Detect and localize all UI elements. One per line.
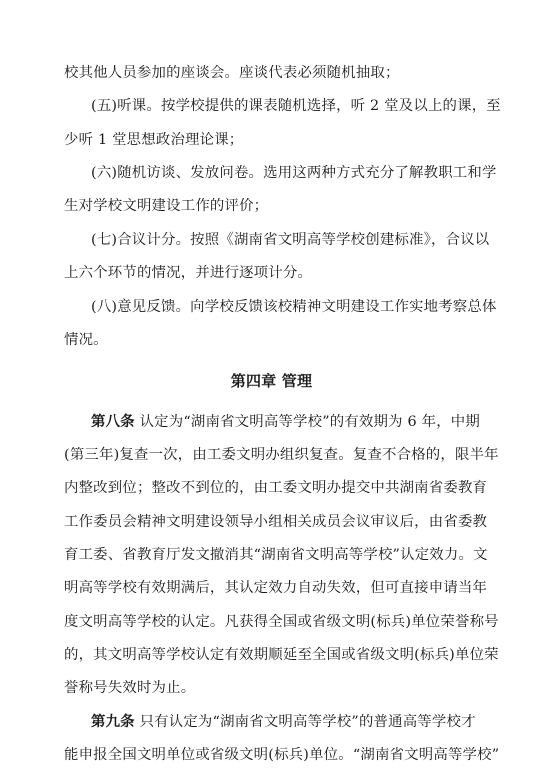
text-line: 只有认定为“湖南省文明高等学校”的普通高等学校才: [139, 714, 476, 730]
text-line: 工作委员会精神文明建设领导小组相关成员会议审议后，由省委教: [64, 514, 488, 530]
text-line: (八)意见反馈。向学校反馈该校精神文明建设工作实地考察总体: [91, 299, 497, 315]
text-line: (五)听课。按学校提供的课表随机选择，听 2 堂及以上的课，至: [91, 98, 501, 114]
text-line: 内整改到位；整改不到位的，由工委文明办提交中共湖南省委教育: [64, 480, 488, 496]
text-line: 的，其文明高等学校认定有效期顺延至全国或省级文明(标兵)单位荣: [64, 647, 499, 663]
text-line: 誉称号失效时为止。: [64, 680, 196, 696]
text-line: 少听 1 堂思想政治理论课；: [64, 132, 244, 148]
article-8-label: 第八条: [91, 413, 135, 430]
text-line: (第三年)复查一次，由工委文明办组织复查。复查不合格的，限半年: [64, 447, 499, 463]
text-line: 明高等学校有效期满后，其认定效力自动失效，但可直接申请当年: [64, 580, 488, 596]
text-line: 情况。: [64, 332, 108, 348]
text-line: (七)合议计分。按照《湖南省文明高等学校创建标准》，合议以: [91, 232, 490, 248]
chapter-heading: 第四章 管理: [230, 372, 313, 390]
text-line: (六)随机访谈、发放问卷。选用这两种方式充分了解教职工和学: [91, 165, 497, 181]
text-line: 上六个环节的情况，并进行逐项计分。: [64, 265, 313, 281]
text-line: 生对学校文明建设工作的评价；: [64, 198, 269, 214]
text-line: 度文明高等学校的认定。凡获得全国或省级文明(标兵)单位荣誉称号: [64, 614, 499, 630]
text-line: 认定为“湖南省文明高等学校”的有效期为 6 年，中期: [139, 414, 480, 430]
article-9-label: 第九条: [91, 713, 135, 730]
article-9-first-line: [0, 712, 543, 732]
text-line: 育工委、省教育厅发文撤消其“湖南省文明高等学校”认定效力。文: [64, 547, 488, 563]
text-line: 校其他人员参加的座谈会。座谈代表必须随机抽取；: [64, 65, 400, 81]
article-8-first-line: [0, 412, 543, 432]
text-line: 能申报全国文明单位或省级文明(标兵)单位。“湖南省文明高等学校”: [64, 747, 500, 763]
